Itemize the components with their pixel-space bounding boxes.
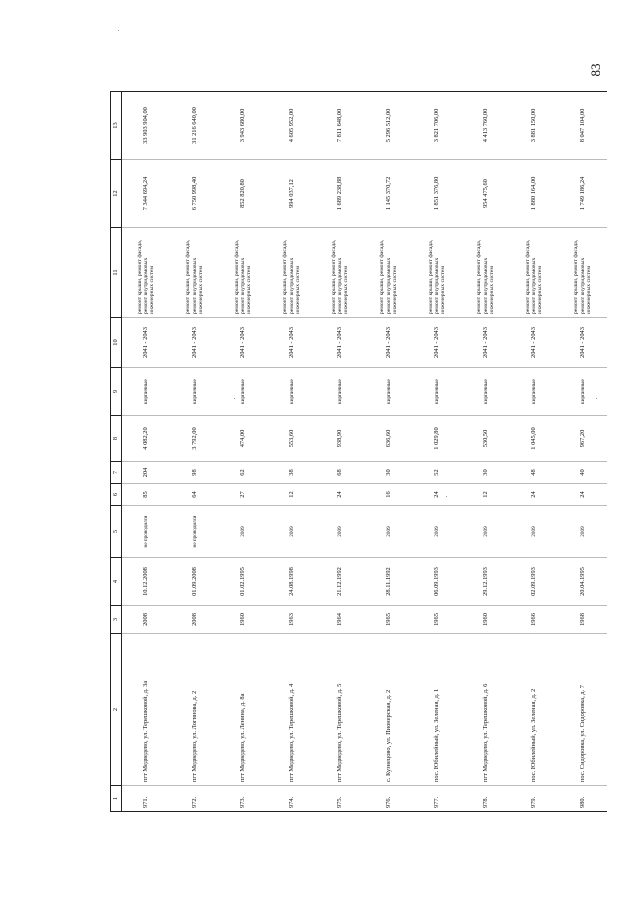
cell-total: 3 943 680,00 <box>219 92 268 160</box>
cell-c7: 62 <box>219 462 268 484</box>
cell-n: 978. <box>462 786 511 812</box>
cell-c7: 52 <box>413 462 462 484</box>
cell-last: 2009 <box>413 506 462 558</box>
cell-c6: 12 <box>462 484 511 506</box>
cell-kind: кирпичные <box>219 368 268 416</box>
cell-total: 8 047 104,00 <box>559 92 608 160</box>
cell-last: 2009 <box>462 506 511 558</box>
cell-date: 21.12.1992 <box>316 558 365 606</box>
cell-n: 972. <box>171 786 220 812</box>
cell-last: не проводился <box>122 506 171 558</box>
cell-c7: 68 <box>316 462 365 484</box>
cell-n: 975. <box>316 786 365 812</box>
cell-total: 4 413 760,00 <box>462 92 511 160</box>
col-header: 12 <box>111 160 122 228</box>
cell-cost: 954 475,60 <box>462 160 511 228</box>
cell-address: пгт Медведево, ул. Терешковой, д. 4 <box>268 634 317 786</box>
scan-speck <box>446 496 447 497</box>
cell-kind: кирпичные <box>413 368 462 416</box>
cell-address: пгт Медведево, ул. Терешковой, д. 5 <box>316 634 365 786</box>
cell-kind: кирпичные <box>171 368 220 416</box>
cell-area: 553,60 <box>268 416 317 462</box>
cell-date: 24.08.1998 <box>268 558 317 606</box>
cell-kind: кирпичные <box>268 368 317 416</box>
cell-address: пос. Юбилейный, ул. Зеленая, д. 1 <box>413 634 462 786</box>
cell-period: 2041 - 2043 <box>510 318 559 368</box>
cell-total: 7 811 648,00 <box>316 92 365 160</box>
cell-year: 1964 <box>316 606 365 634</box>
cell-year: 2008 <box>122 606 171 634</box>
table-row <box>316 92 365 812</box>
cell-work: ремонт крыши, ремонт фасада, ремонт внутридомовых инженерных систем <box>365 228 414 318</box>
cell-last: 2009 <box>559 506 608 558</box>
cell-area: 636,60 <box>365 416 414 462</box>
cell-year: 1968 <box>559 606 608 634</box>
cell-total: 33 903 904,00 <box>122 92 171 160</box>
cell-kind: кирпичные <box>510 368 559 416</box>
cell-last: 2009 <box>316 506 365 558</box>
scan-speck <box>118 30 119 31</box>
col-header: 3 <box>111 606 122 634</box>
cell-c7: 38 <box>268 462 317 484</box>
page-number: 83 <box>588 63 603 77</box>
capital-repair-table <box>110 91 607 812</box>
cell-work: ремонт крыши, ремонт фасада, ремонт внутридомовых инженерных систем <box>510 228 559 318</box>
cell-n: 971. <box>122 786 171 812</box>
cell-year: 1963 <box>268 606 317 634</box>
cell-last: 2009 <box>365 506 414 558</box>
cell-date: 28.11.1992 <box>365 558 414 606</box>
cell-period: 2041 - 2043 <box>316 318 365 368</box>
cell-address: пгт Медведево, ул. Терешковой, д. 6 <box>462 634 511 786</box>
cell-year: 1960 <box>219 606 268 634</box>
cell-total: 3 821 706,00 <box>413 92 462 160</box>
cell-cost: 994 037,12 <box>268 160 317 228</box>
cell-date: 06.09.1993 <box>413 558 462 606</box>
cell-work: ремонт крыши, ремонт фасада, ремонт внутридомовых инженерных систем <box>171 228 220 318</box>
cell-c6: 85 <box>122 484 171 506</box>
cell-address: пгт Медведево, ул. Терешковой, д. 3а <box>122 634 171 786</box>
cell-n: 976. <box>365 786 414 812</box>
cell-year: 1966 <box>510 606 559 634</box>
cell-date: 01.09.2008 <box>171 558 220 606</box>
table-row <box>268 92 317 812</box>
cell-cost: 1 689 238,88 <box>316 160 365 228</box>
cell-n: 977. <box>413 786 462 812</box>
column-number-header <box>111 92 122 812</box>
table-body <box>122 92 608 812</box>
col-header: 1 <box>111 786 122 812</box>
cell-address: пос. Юбилейный, ул. Зеленая, д. 2 <box>510 634 559 786</box>
cell-address: с. Кузнецово, ул. Пионерская, д. 2 <box>365 634 414 786</box>
cell-period: 2041 - 2043 <box>268 318 317 368</box>
cell-year: 1960 <box>462 606 511 634</box>
cell-last: не проводился <box>171 506 220 558</box>
cell-cost: 1 145 370,72 <box>365 160 414 228</box>
cell-last: 2009 <box>268 506 317 558</box>
col-header: 13 <box>111 92 122 160</box>
scan-speck <box>596 398 597 399</box>
cell-work: ремонт крыши, ремонт фасада, ремонт внутридомовых инженерных систем <box>122 228 171 318</box>
cell-n: 973. <box>219 786 268 812</box>
cell-c7: 98 <box>171 462 220 484</box>
cell-address: пгт Медведево, ул. Ленина, д. 8а <box>219 634 268 786</box>
cell-year: 1965 <box>365 606 414 634</box>
cell-total: 31 216 640,00 <box>171 92 220 160</box>
cell-area: 4 082,20 <box>122 416 171 462</box>
cell-area: 3 792,00 <box>171 416 220 462</box>
cell-period: 2041 - 2043 <box>413 318 462 368</box>
cell-kind: кирпичные <box>559 368 608 416</box>
cell-c6: 24 <box>413 484 462 506</box>
cell-c6: 24 <box>316 484 365 506</box>
cell-total: 3 881 150,00 <box>510 92 559 160</box>
cell-date: 20.04.1995 <box>559 558 608 606</box>
col-header: 9 <box>111 368 122 416</box>
col-header: 7 <box>111 462 122 484</box>
cell-period: 2041 - 2043 <box>122 318 171 368</box>
table-row <box>413 92 462 812</box>
col-header: 6 <box>111 484 122 506</box>
col-header: 11 <box>111 228 122 318</box>
cell-kind: кирпичные <box>316 368 365 416</box>
cell-year: 1965 <box>413 606 462 634</box>
cell-cost: 1 851 376,80 <box>413 160 462 228</box>
cell-area: 474,00 <box>219 416 268 462</box>
cell-period: 2041 - 2043 <box>219 318 268 368</box>
cell-last: 2009 <box>510 506 559 558</box>
col-header: 10 <box>111 318 122 368</box>
table-row <box>365 92 414 812</box>
table-row <box>122 92 171 812</box>
cell-c6: 24 <box>559 484 608 506</box>
table-row <box>510 92 559 812</box>
cell-work: ремонт крыши, ремонт фасада, ремонт внутридомовых инженерных систем <box>559 228 608 318</box>
cell-date: 01.02.1995 <box>219 558 268 606</box>
cell-period: 2041 - 2043 <box>365 318 414 368</box>
cell-c7: 204 <box>122 462 171 484</box>
scan-speck <box>234 398 235 399</box>
cell-work: ремонт крыши, ремонт фасада, ремонт внутридомовых инженерных систем <box>219 228 268 318</box>
cell-cost: 852 820,80 <box>219 160 268 228</box>
cell-date: 02.09.1993 <box>510 558 559 606</box>
cell-area: 967,20 <box>559 416 608 462</box>
table-row <box>462 92 511 812</box>
cell-work: ремонт крыши, ремонт фасада, ремонт внутридомовых инженерных систем <box>413 228 462 318</box>
cell-c6: 12 <box>268 484 317 506</box>
col-header: 8 <box>111 416 122 462</box>
cell-area: 530,50 <box>462 416 511 462</box>
cell-c6: 27 <box>219 484 268 506</box>
cell-work: ремонт крыши, ремонт фасада, ремонт внутридомовых инженерных систем <box>462 228 511 318</box>
col-header: 2 <box>111 634 122 786</box>
cell-area: 1 045,00 <box>510 416 559 462</box>
cell-n: 980. <box>559 786 608 812</box>
table-row <box>219 92 268 812</box>
cell-c6: 64 <box>171 484 220 506</box>
cell-c7: 30 <box>365 462 414 484</box>
cell-address: пгт Медведево, ул. Логинова, д. 2 <box>171 634 220 786</box>
cell-kind: кирпичные <box>462 368 511 416</box>
col-header: 4 <box>111 558 122 606</box>
rotated-table-sheet <box>110 92 600 812</box>
cell-period: 2041 - 2043 <box>462 318 511 368</box>
cell-cost: 1 749 186,24 <box>559 160 608 228</box>
cell-area: 1 029,80 <box>413 416 462 462</box>
cell-date: 10.12.2008 <box>122 558 171 606</box>
cell-kind: кирпичные <box>365 368 414 416</box>
cell-c7: 40 <box>559 462 608 484</box>
table-row <box>559 92 608 812</box>
cell-n: 974. <box>268 786 317 812</box>
cell-year: 2008 <box>171 606 220 634</box>
cell-work: ремонт крыши, ремонт фасада, ремонт внутридомовых инженерных систем <box>316 228 365 318</box>
cell-c6: 24 <box>510 484 559 506</box>
cell-kind: кирпичные <box>122 368 171 416</box>
cell-period: 2041 - 2043 <box>171 318 220 368</box>
cell-period: 2041 - 2043 <box>559 318 608 368</box>
cell-total: 5 296 512,00 <box>365 92 414 160</box>
cell-cost: 1 880 164,00 <box>510 160 559 228</box>
cell-c7: 30 <box>462 462 511 484</box>
cell-last: 2009 <box>219 506 268 558</box>
cell-cost: 7 344 694,24 <box>122 160 171 228</box>
table-row <box>171 92 220 812</box>
cell-total: 4 605 952,00 <box>268 92 317 160</box>
cell-area: 938,90 <box>316 416 365 462</box>
cell-work: ремонт крыши, ремонт фасада, ремонт внутридомовых инженерных систем <box>268 228 317 318</box>
cell-c7: 48 <box>510 462 559 484</box>
cell-c6: 16 <box>365 484 414 506</box>
col-header: 5 <box>111 506 122 558</box>
cell-address: пос. Сидоровка, ул. Сидоровка, д. 7 <box>559 634 608 786</box>
cell-date: 29.12.1993 <box>462 558 511 606</box>
cell-n: 979. <box>510 786 559 812</box>
cell-cost: 6 750 998,40 <box>171 160 220 228</box>
